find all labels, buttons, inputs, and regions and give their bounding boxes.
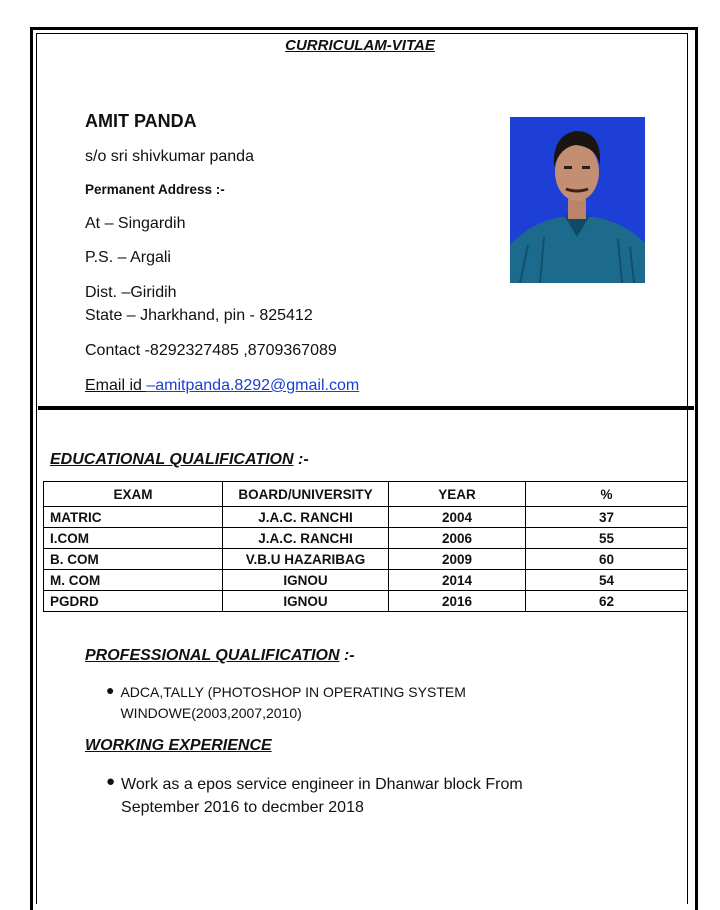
professional-heading-suffix: :- [339, 647, 355, 664]
address-ps: P.S. – Argali [85, 249, 171, 266]
cell-board: J.A.C. RANCHI [223, 507, 389, 528]
list-item [106, 773, 586, 819]
cell-exam: B. COM [44, 549, 223, 570]
email-label: Email id [85, 377, 147, 394]
section-divider [38, 406, 694, 410]
table-row [44, 528, 688, 549]
address-at: At – Singardih [85, 215, 186, 232]
cell-board: IGNOU [223, 570, 389, 591]
col-year: YEAR [389, 482, 526, 507]
profile-photo [510, 117, 645, 283]
cell-exam: PGDRD [44, 591, 223, 612]
address-dist: Dist. –Giridih [85, 284, 177, 301]
cell-year: 2004 [389, 507, 526, 528]
cell-year: 2014 [389, 570, 526, 591]
cell-exam: MATRIC [44, 507, 223, 528]
table-row [44, 549, 688, 570]
experience-heading-text: WORKING EXPERIENCE [85, 737, 272, 754]
table-header-row [44, 482, 688, 507]
cell-board: V.B.U HAZARIBAG [223, 549, 389, 570]
cell-exam: I.COM [44, 528, 223, 549]
profile-photo-image [510, 117, 645, 283]
education-heading [50, 451, 309, 469]
cell-board: J.A.C. RANCHI [223, 528, 389, 549]
table-row [44, 570, 688, 591]
cell-percent: 60 [526, 549, 688, 570]
cell-year: 2006 [389, 528, 526, 549]
col-board: BOARD/UNIVERSITY [223, 482, 389, 507]
cell-exam: M. COM [44, 570, 223, 591]
education-heading-text: EDUCATIONAL QUALIFICATION [50, 451, 294, 468]
cell-board: IGNOU [223, 591, 389, 612]
experience-heading [85, 737, 272, 755]
list-item [106, 682, 486, 724]
document-title: CURRICULAM-VITAE [285, 37, 435, 54]
cell-percent: 54 [526, 570, 688, 591]
table-row [44, 507, 688, 528]
candidate-name: AMIT PANDA [85, 111, 197, 131]
email-link[interactable]: –amitpanda.8292@gmail.com [146, 377, 360, 394]
table-row [44, 591, 688, 612]
col-percent: % [526, 482, 688, 507]
cell-percent: 37 [526, 507, 688, 528]
contact-text: Contact -8292327485 ,8709367089 [85, 342, 337, 359]
experience-item-text: Work as a epos service engineer in Dhanwar block From September 2016 to decmber 2018 [121, 776, 523, 816]
cell-percent: 62 [526, 591, 688, 612]
cell-percent: 55 [526, 528, 688, 549]
bullet-icon: ● [106, 682, 115, 698]
relation-text: s/o sri shivkumar panda [85, 148, 254, 165]
permanent-address-label: Permanent Address :- [85, 182, 225, 197]
education-table [43, 481, 688, 612]
professional-heading [85, 647, 355, 665]
education-heading-suffix: :- [293, 451, 309, 468]
email-line [85, 377, 359, 395]
bullet-icon: ● [106, 773, 116, 790]
cell-year: 2009 [389, 549, 526, 570]
cell-year: 2016 [389, 591, 526, 612]
address-state: State – Jharkhand, pin - 825412 [85, 307, 313, 324]
professional-item-text: ADCA,TALLY (PHOTOSHOP IN OPERATING SYSTEM WINDOWE(2003,2007,2010) [120, 684, 466, 721]
professional-heading-text: PROFESSIONAL QUALIFICATION [85, 647, 340, 664]
col-exam: EXAM [44, 482, 223, 507]
